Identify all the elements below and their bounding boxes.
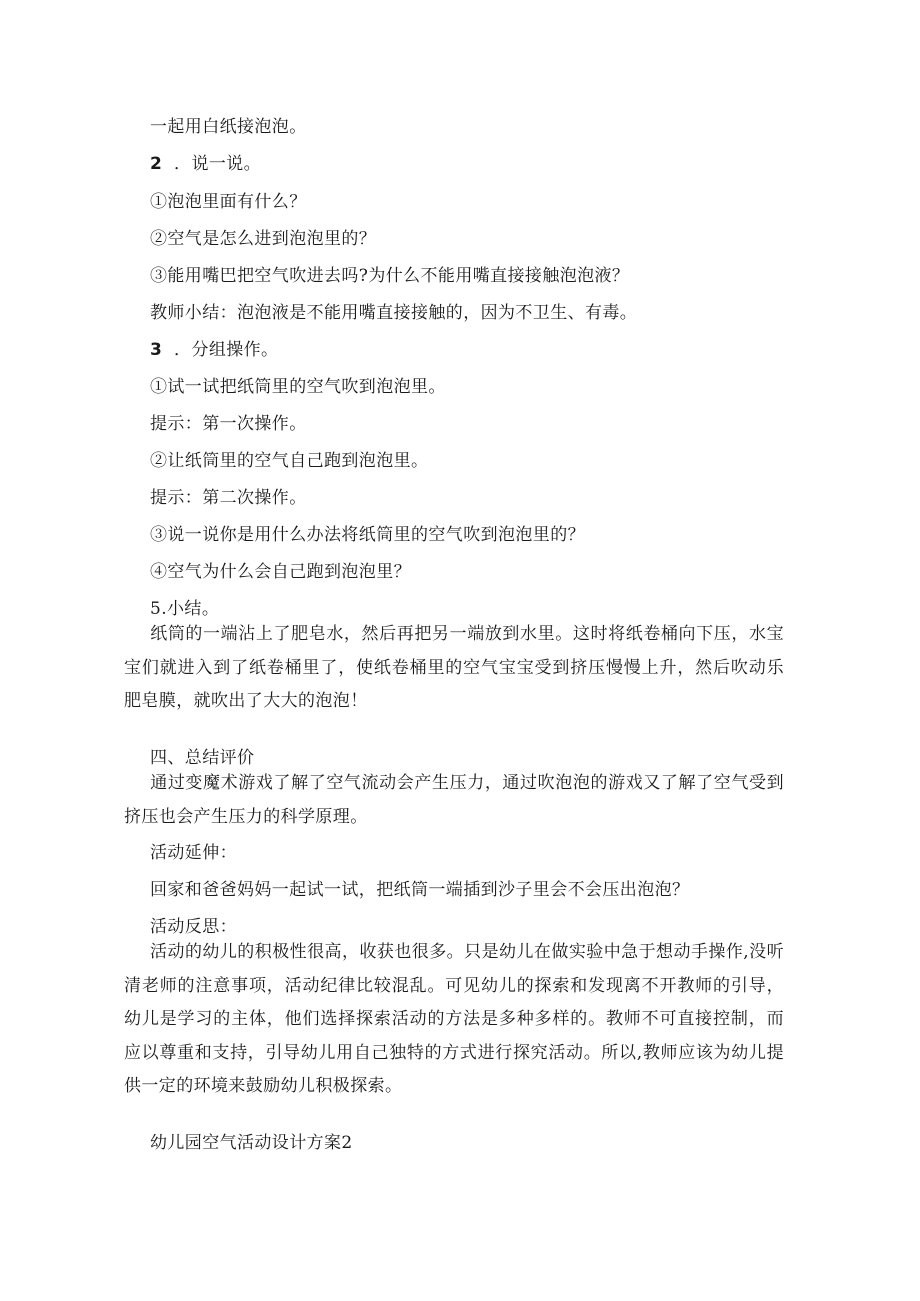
evaluation-paragraph	[124, 767, 784, 834]
hint-line: 提示：第二次操作。	[150, 488, 307, 508]
question-item: ①泡泡里面有什么？	[150, 192, 307, 212]
hint-line: 提示：第一次操作。	[150, 414, 307, 434]
section-number: 2	[150, 154, 163, 174]
section-heading-3	[150, 338, 278, 362]
text-line: 一起用白纸接泡泡。	[150, 117, 307, 137]
paragraph-text: 活动的幼儿的积极性很高，收获也很多。只是幼儿在做实验中急于想动手操作,没听清老师的注意事项，活动纪律比较混乱。可见幼儿的探索和发现离不开教师的引导，幼儿是学习的主体，他们选择探索活动的方法是多种多样的。教师不可直接控制，而应以尊重和支持，引导幼儿用自己独特的方式进行探究活动。所以,教师应该为幼儿提供一定的环境来鼓励幼儿积极探索。	[124, 942, 784, 1096]
extension-heading: 活动延伸：	[150, 843, 237, 863]
step-item: ②让纸筒里的空气自己跑到泡泡里。	[150, 451, 429, 471]
question-item: ④空气为什么会自己跑到泡泡里？	[150, 562, 411, 582]
question-item: ③说一说你是用什么办法将纸筒里的空气吹到泡泡里的？	[150, 525, 585, 545]
next-section-title: 幼儿园空气活动设计方案2	[150, 1133, 353, 1153]
section-heading-4: 四、总结评价	[150, 748, 255, 768]
teacher-summary: 教师小结：泡泡液是不能用嘴直接接触的，因为不卫生、有毒。	[150, 303, 638, 323]
section-title: ．分组操作。	[174, 340, 279, 360]
subsection-heading: 5.小结。	[150, 599, 220, 619]
section-heading-2	[150, 152, 261, 176]
reflection-heading: 活动反思：	[150, 917, 237, 937]
paragraph-text: 通过变魔术游戏了解了空气流动会产生压力，通过吹泡泡的游戏又了解了空气受到挤压也会产生压力的科学原理。	[124, 773, 784, 827]
section-number: 3	[150, 340, 163, 360]
paragraph-text: 纸筒的一端沾上了肥皂水，然后再把另一端放到水里。这时将纸卷桶向下压，水宝宝们就进入到了纸卷桶里了，使纸卷桶里的空气宝宝受到挤压慢慢上升，然后吹动乐肥皂膜，就吹出了大大的泡泡！	[124, 624, 784, 711]
step-item: ①试一试把纸筒里的空气吹到泡泡里。	[150, 377, 446, 397]
question-item: ③能用嘴巴把空气吹进去吗?为什么不能用嘴直接接触泡泡液？	[150, 266, 630, 286]
extension-text: 回家和爸爸妈妈一起试一试，把纸筒一端插到沙子里会不会压出泡泡？	[150, 880, 690, 900]
reflection-paragraph	[124, 936, 784, 1104]
summary-paragraph	[124, 618, 784, 719]
section-title: ．说一说。	[174, 154, 262, 174]
question-item: ②空气是怎么进到泡泡里的？	[150, 229, 377, 249]
